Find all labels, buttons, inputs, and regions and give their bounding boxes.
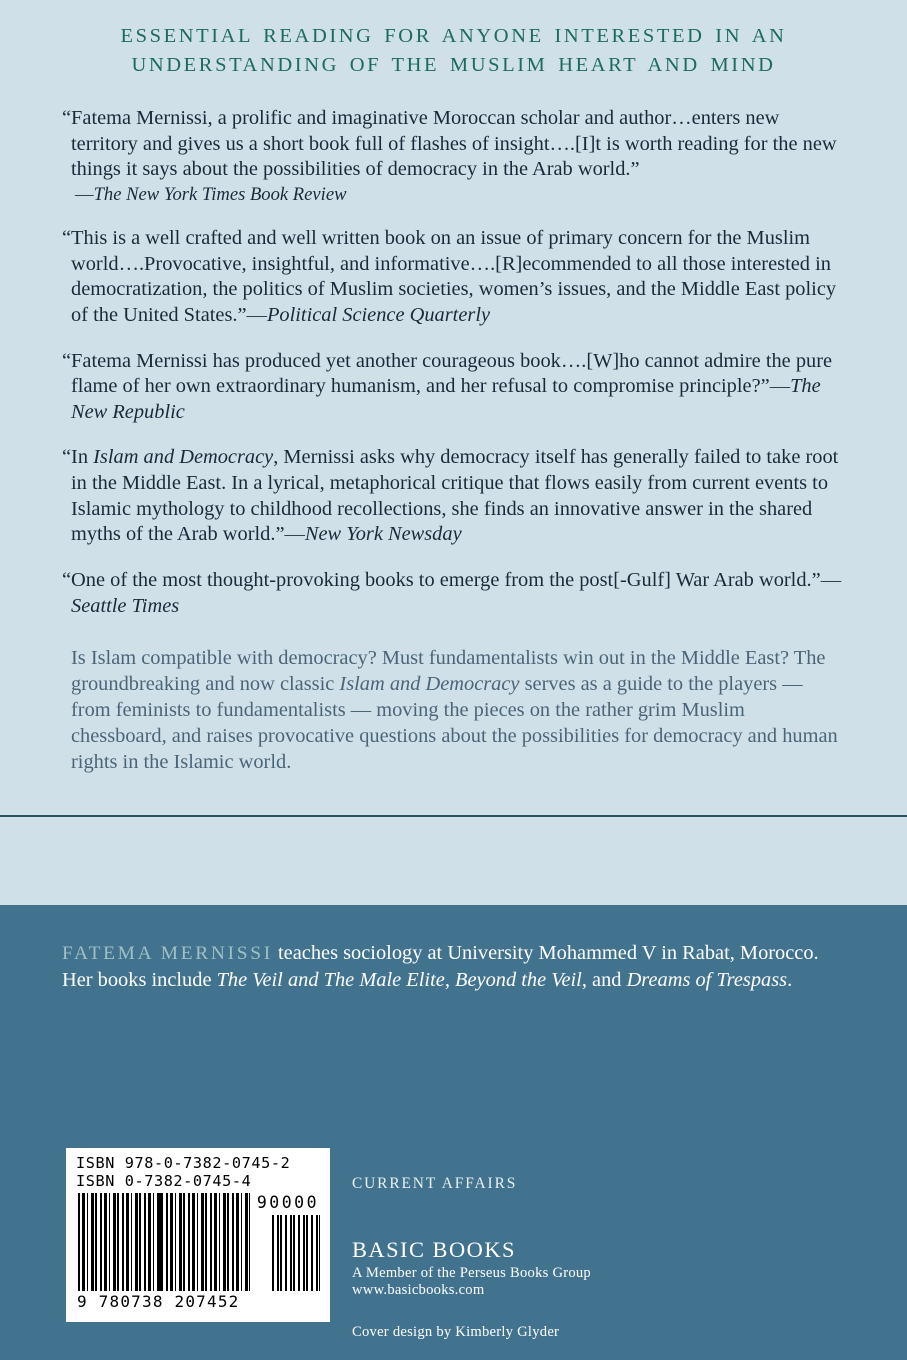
description-part-1: Is Islam compatible with democracy? Must fundamentalists win out in the Middle East? The groundbreaking and now classic <box>71 647 826 696</box>
quote-text: “Fatema Mernissi has produced yet another courageous book….[W]ho cannot admire the pure flame of her own extraordinary humanism, and her refusal to compromise principle?” <box>62 349 833 398</box>
isbn-10-text: ISBN 0-7382-0745-4 <box>76 1171 252 1190</box>
review-quote <box>62 106 845 207</box>
attribution-source: Seattle Times <box>71 594 180 617</box>
publisher-info <box>352 1175 591 1341</box>
author-name: FATEMA MERNISSI <box>62 943 273 964</box>
attribution-source: The New Republic <box>71 375 821 423</box>
review-quote <box>62 445 845 547</box>
bio-separator-2: , and <box>581 968 627 991</box>
quote-text: “Fatema Mernissi, a prolific and imaginative Moroccan scholar and author…enters new territory and gives us a short book full of flashes of insight….[I]t is worth reading for the new things it says about the possibilities of democracy in the Arab world.” <box>62 107 837 181</box>
headline <box>62 0 845 80</box>
description-part-2: serves as a guide to the players — from feminists to fundamentalists — moving the pieces on the rather grim Muslim chessboard, and raises provocative questions about the possibilities for democracy and human rights in the Islamic world. <box>71 673 838 773</box>
publisher-website[interactable]: www.basicbooks.com <box>352 1282 485 1298</box>
quote-text-lead: “In <box>62 446 94 469</box>
review-quote <box>62 226 845 328</box>
bio-part-1: teaches sociology at University Mohammed V in Rabat, Morocco. Her books include <box>62 942 819 991</box>
attribution-dash: — <box>246 304 267 327</box>
book-category: CURRENT AFFAIRS <box>352 1175 518 1192</box>
review-quotes-list <box>62 106 845 619</box>
bio-separator-1: , <box>444 968 456 991</box>
bio-book-title-1: The Veil and The Male Elite <box>216 968 445 991</box>
bio-book-title-3: Dreams of Trespass <box>626 968 788 991</box>
attribution-source: New York Newsday <box>304 523 462 546</box>
quote-text: “This is a well crafted and well written book on an issue of primary concern for the Muslim world….Provocative, insightful, and informative….[R]ecommended to all those interested in democratization, the politics of Muslim societies, women’s issues, and the Middle East policy of the United States.” <box>62 227 837 327</box>
isbn-13-text: ISBN 978-0-7382-0745-2 <box>76 1154 291 1172</box>
attribution-dash: — <box>284 523 305 546</box>
publisher-imprint: BASIC BOOKS <box>352 1237 516 1262</box>
barcode-bars-row <box>76 1193 321 1291</box>
quote-text: , Mernissi asks why democracy itself has generally failed to take root in the Middle East. In a lyrical, metaphorical critique that flows easily from current events to Islamic mythology to childhood recollections, she finds an innovative answer in the shared myths of the Arab world.” <box>71 446 839 546</box>
book-description <box>62 646 845 776</box>
author-bio <box>62 905 845 993</box>
bio-book-title-2: Beyond the Veil <box>455 968 582 991</box>
headline-line-1: ESSENTIAL READING FOR ANYONE INTERESTED IN AN <box>120 25 787 47</box>
ean5-addon-bars <box>272 1215 320 1291</box>
ean13-digits: 9 780738 207452 <box>77 1292 240 1312</box>
headline-line-2: UNDERSTANDING OF THE MUSLIM HEART AND MIND <box>131 54 776 77</box>
addon-price-digits: 90000 <box>256 1193 319 1213</box>
attribution-source: The New York Times Book Review <box>93 184 347 206</box>
ean13-bars <box>78 1193 250 1291</box>
attribution-dash: — <box>75 184 94 206</box>
review-quote <box>62 568 845 619</box>
quote-text: “One of the most thought-provoking books to emerge from the post[-Gulf] War Arab world.” <box>62 568 821 591</box>
bio-end-punctuation: . <box>787 968 793 991</box>
attribution-dash: — <box>820 568 842 591</box>
isbn-barcode <box>66 1148 330 1322</box>
description-book-title: Islam and Democracy <box>339 673 520 696</box>
attribution-source: Political Science Quarterly <box>266 304 491 327</box>
quote-attribution <box>71 183 845 207</box>
cover-designer-credit: Cover design by Kimberly Glyder <box>352 1324 560 1340</box>
quote-inline-book-title: Islam and Democracy <box>93 446 274 469</box>
attribution-dash: — <box>769 375 791 398</box>
publisher-group: A Member of the Perseus Books Group <box>352 1265 591 1281</box>
section-divider-rule <box>0 815 907 817</box>
publisher-section <box>0 905 907 1360</box>
review-quote <box>62 349 845 426</box>
